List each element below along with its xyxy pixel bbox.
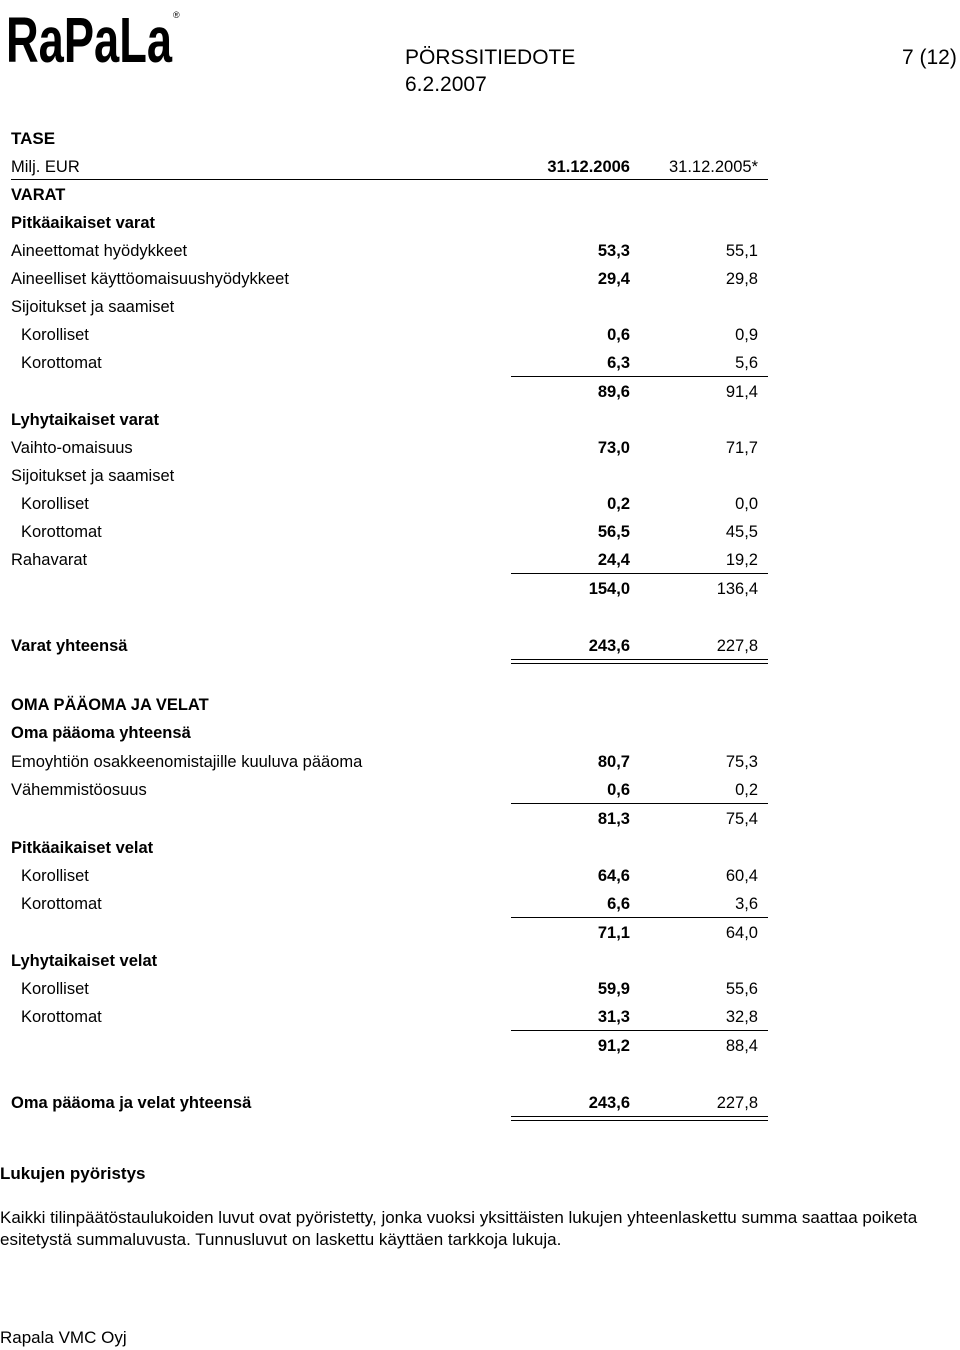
value-2005: 45,5: [725, 523, 758, 541]
table-row: [11, 268, 768, 292]
subtotal-rule-2006: [511, 1116, 641, 1121]
row-label: Lyhytaikaiset velat: [11, 952, 158, 970]
value-2005: 19,2: [725, 551, 758, 569]
value-2006: 91,2: [597, 1037, 630, 1055]
value-2006: 71,1: [597, 924, 630, 942]
value-2005: 0,2: [735, 781, 758, 799]
row-label: Korolliset: [21, 495, 89, 513]
row-label: Korottomat: [21, 1008, 102, 1026]
row-label: Vaihto-omaisuus: [11, 439, 133, 457]
value-2005: 55,6: [725, 980, 758, 998]
value-2005: 75,4: [725, 810, 758, 828]
table-row: [11, 296, 768, 320]
row-label: Aineelliset käyttöomaisuushyödykkeet: [11, 270, 289, 288]
row-label: Vähemmistöosuus: [11, 781, 147, 799]
value-2005: 88,4: [725, 1037, 758, 1055]
row-label: Pitkäaikaiset velat: [11, 839, 154, 857]
table-row: [11, 808, 768, 832]
table-row: [11, 978, 768, 1002]
table-row: [11, 635, 768, 659]
value-2005: 60,4: [725, 867, 758, 885]
value-2006: 73,0: [597, 439, 630, 457]
svg-text:®: ®: [173, 10, 180, 20]
table-row: [11, 352, 768, 376]
value-2006: 64,6: [597, 867, 630, 885]
row-label: Rahavarat: [11, 551, 88, 569]
subtotal-rule-2006: [511, 659, 641, 664]
row-label: Oma pääoma ja velat yhteensä: [11, 1094, 252, 1112]
footer-company: Rapala VMC Oyj: [0, 1328, 127, 1347]
table-row: [11, 950, 768, 974]
value-2006: 243,6: [588, 1094, 630, 1112]
row-label: Korottomat: [21, 895, 102, 913]
value-2006: 154,0: [588, 580, 630, 598]
balance-sheet-title: TASE: [11, 129, 56, 148]
rounding-note-text: Kaikki tilinpäätöstaulukoiden luvut ovat pyöristetty, jonka vuoksi yksittäisten lukujen yhteenlaskettu summa saattaa poiketa esitetystä summaluvusta. Tunnusluvut on laskettu käyttäen tarkkoja lukuja.: [0, 1208, 918, 1249]
row-label: Varat yhteensä: [11, 637, 128, 655]
subtotal-rule-2006: [511, 573, 641, 574]
value-2006: 243,6: [588, 637, 630, 655]
row-label: OMA PÄÄOMA JA VELAT: [11, 696, 209, 714]
row-label: Korolliset: [21, 326, 89, 344]
subtotal-rule-2005: [641, 573, 768, 574]
table-row: [11, 1092, 768, 1116]
subtotal-rule-2006: [511, 803, 641, 804]
subtotal-rule-2005: [641, 917, 768, 918]
table-row: [11, 779, 768, 803]
subtotal-rule-2005: [641, 1116, 768, 1121]
table-row: [11, 865, 768, 889]
rounding-note-title: Lukujen pyöristys: [0, 1164, 146, 1183]
row-label: Sijoitukset ja saamiset: [11, 467, 175, 485]
table-row: [11, 578, 768, 602]
subtotal-rule-2005: [641, 376, 768, 377]
value-2005: 29,8: [725, 270, 758, 288]
table-row: [11, 212, 768, 236]
value-2006: 59,9: [597, 980, 630, 998]
value-2005: 71,7: [725, 439, 758, 457]
value-2005: 91,4: [725, 383, 758, 401]
unit-label: Milj. EUR: [11, 158, 80, 176]
row-label: Pitkäaikaiset varat: [11, 214, 156, 232]
row-label: Lyhytaikaiset varat: [11, 411, 159, 429]
row-label: Korottomat: [21, 354, 102, 372]
svg-text:RaPaLa: RaPaLa: [6, 6, 173, 70]
table-row: [11, 493, 768, 517]
value-2005: 136,4: [716, 580, 758, 598]
value-2006: 56,5: [597, 523, 630, 541]
release-date: 6.2.2007: [405, 73, 487, 96]
subtotal-rule-2005: [641, 659, 768, 664]
table-row: [11, 184, 768, 208]
value-2005: 227,8: [716, 1094, 758, 1112]
value-2006: 24,4: [597, 551, 630, 569]
value-2006: 0,6: [607, 781, 630, 799]
value-2005: 55,1: [725, 242, 758, 260]
value-2005: 5,6: [735, 354, 758, 372]
table-row: [11, 409, 768, 433]
value-2006: 0,2: [607, 495, 630, 513]
value-2006: 80,7: [597, 753, 630, 771]
value-2005: 3,6: [735, 895, 758, 913]
value-2006: 29,4: [597, 270, 630, 288]
row-label: Sijoitukset ja saamiset: [11, 298, 175, 316]
table-row: [11, 437, 768, 461]
row-label: Oma pääoma yhteensä: [11, 724, 191, 742]
column-header-row: [11, 156, 768, 180]
subtotal-rule-2005: [641, 803, 768, 804]
subtotal-rule-2006: [511, 1030, 641, 1031]
value-2005: 75,3: [725, 753, 758, 771]
table-row: [11, 324, 768, 348]
row-label: Korolliset: [21, 980, 89, 998]
table-row: [11, 722, 768, 746]
table-row: [11, 751, 768, 775]
rapala-logo: [6, 6, 182, 70]
row-label: Korolliset: [21, 867, 89, 885]
document-type-title: PÖRSSITIEDOTE: [405, 46, 576, 69]
value-2005: 64,0: [725, 924, 758, 942]
row-label: VARAT: [11, 186, 66, 204]
value-2005: 0,0: [735, 495, 758, 513]
row-label: Korottomat: [21, 523, 102, 541]
value-2006: 53,3: [597, 242, 630, 260]
value-2006: 89,6: [597, 383, 630, 401]
row-label: Emoyhtiön osakkeenomistajille kuuluva pääoma: [11, 753, 363, 771]
value-2005: 32,8: [725, 1008, 758, 1026]
column-header-2005: 31.12.2005*: [668, 158, 758, 176]
table-row: [11, 694, 768, 718]
column-header-2006: 31.12.2006: [547, 158, 630, 176]
subtotal-rule-2006: [511, 917, 641, 918]
value-2006: 6,3: [607, 354, 630, 372]
value-2006: 31,3: [597, 1008, 630, 1026]
table-row: [11, 1006, 768, 1030]
value-2006: 0,6: [607, 326, 630, 344]
table-row: [11, 922, 768, 946]
value-2006: 81,3: [597, 810, 630, 828]
table-row: [11, 240, 768, 264]
subtotal-rule-2006: [511, 376, 641, 377]
table-row: [11, 381, 768, 405]
table-row: [11, 521, 768, 545]
table-row: [11, 549, 768, 573]
table-row: [11, 465, 768, 489]
table-row: [11, 1035, 768, 1059]
value-2005: 0,9: [735, 326, 758, 344]
table-row: [11, 837, 768, 861]
value-2006: 6,6: [607, 895, 630, 913]
row-label: Aineettomat hyödykkeet: [11, 242, 188, 260]
table-row: [11, 893, 768, 917]
subtotal-rule-2005: [641, 1030, 768, 1031]
value-2005: 227,8: [716, 637, 758, 655]
page-number: 7 (12): [902, 46, 957, 69]
